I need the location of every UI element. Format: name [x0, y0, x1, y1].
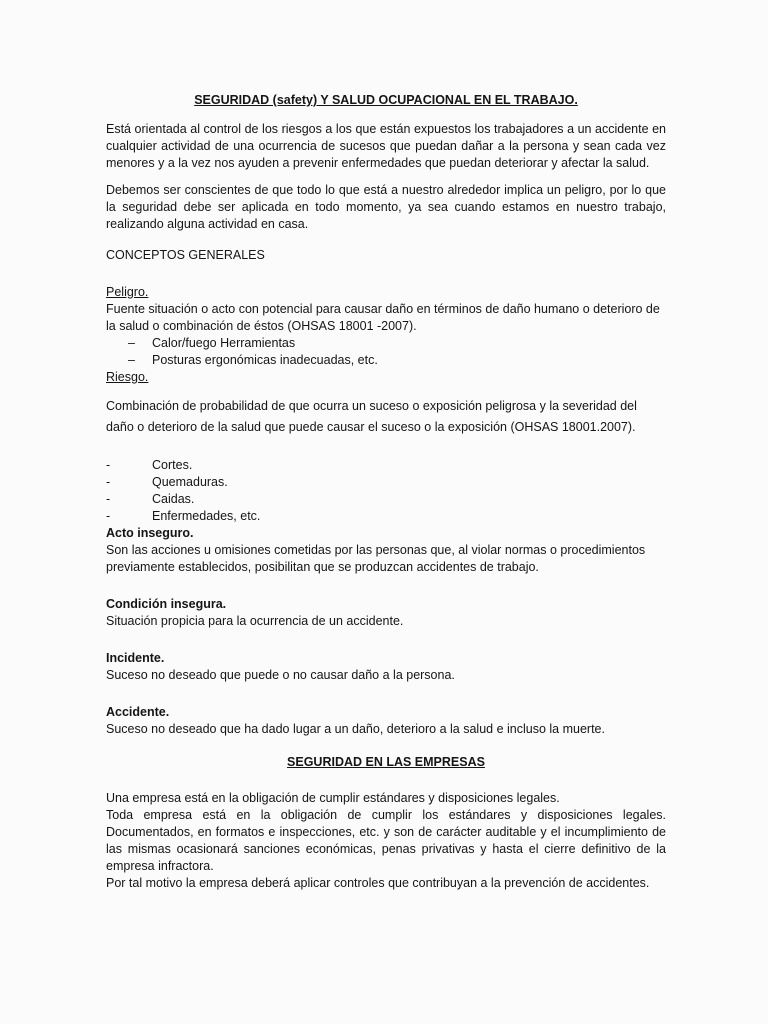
list-item	[106, 474, 666, 491]
riesgo-list	[106, 457, 666, 525]
riesgo-heading: Riesgo.	[106, 370, 149, 384]
hyphen-bullet: -	[106, 509, 111, 523]
dash-bullet: –	[128, 353, 135, 367]
list-item-text: Caidas.	[152, 492, 195, 506]
hyphen-bullet: -	[106, 458, 111, 472]
hyphen-bullet: -	[106, 475, 111, 489]
list-item	[106, 508, 666, 525]
empresas-line-2: Toda empresa está en la obligación de cumplir los estándares y disposiciones legales. Documentados, en formatos e inspecciones, etc. y son de carácter auditable y el incumplimiento de las mismas ocasionará sanciones económicas, penas privativas y hasta el cierre definitivo de la empresa infractora.	[106, 808, 666, 873]
list-item-text: Posturas ergonómicas inadecuadas, etc.	[152, 353, 378, 367]
acto-inseguro-heading: Acto inseguro.	[106, 526, 194, 540]
intro-paragraph-2: Debemos ser conscientes de que todo lo que está a nuestro alrededor implica un peligro, por lo que la seguridad debe ser aplicada en todo momento, ya sea cuando estamos en nuestro trabajo, realizando alguna actividad en casa.	[106, 183, 666, 231]
page-title: SEGURIDAD (safety) Y SALUD OCUPACIONAL EN EL TRABAJO.	[194, 93, 578, 107]
dash-bullet: –	[128, 336, 135, 350]
condicion-insegura-heading: Condición insegura.	[106, 597, 227, 611]
list-item-text: Cortes.	[152, 458, 193, 472]
empresas-heading: SEGURIDAD EN LAS EMPRESAS	[287, 755, 485, 769]
incidente-heading: Incidente.	[106, 651, 165, 665]
empresas-line-3: Por tal motivo la empresa deberá aplicar controles que contribuyan a la prevención de accidentes.	[106, 876, 650, 890]
empresas-line-1: Una empresa está en la obligación de cumplir estándares y disposiciones legales.	[106, 791, 560, 805]
accidente-heading: Accidente.	[106, 705, 170, 719]
list-item	[106, 491, 666, 508]
intro-paragraph-1: Está orientada al control de los riesgos a los que están expuestos los trabajadores a un accidente en cualquier actividad de una ocurrencia de sucesos que puedan dañar a la persona y sean cada vez menores y a la vez nos ayuden a prevenir enfermedades que puedan deteriorar y afectar la salud.	[106, 122, 666, 170]
condicion-insegura-definition: Situación propicia para la ocurrencia de un accidente.	[106, 614, 404, 628]
incidente-definition: Suceso no deseado que puede o no causar daño a la persona.	[106, 668, 455, 682]
riesgo-definition: Combinación de probabilidad de que ocurra un suceso o exposición peligrosa y la severidad del daño o deterioro de la salud que puede causar el suceso o la exposición (OHSAS 18001.2007).	[106, 399, 637, 434]
conceptos-heading: CONCEPTOS GENERALES	[106, 248, 265, 262]
acto-inseguro-definition: Son las acciones u omisiones cometidas por las personas que, al violar normas o procedimientos previamente establecidos, posibilitan que se produzcan accidentes de trabajo.	[106, 543, 646, 574]
peligro-list	[106, 335, 666, 369]
list-item	[128, 352, 666, 369]
peligro-heading: Peligro.	[106, 285, 149, 299]
list-item-text: Calor/fuego Herramientas	[152, 336, 296, 350]
list-item	[128, 335, 666, 352]
list-item	[106, 457, 666, 474]
list-item-text: Quemaduras.	[152, 475, 228, 489]
list-item-text: Enfermedades, etc.	[152, 509, 261, 523]
accidente-definition: Suceso no deseado que ha dado lugar a un daño, deterioro a la salud e incluso la muerte.	[106, 722, 605, 736]
peligro-definition: Fuente situación o acto con potencial para causar daño en términos de daño humano o deterioro de la salud o combinación de éstos (OHSAS 18001 -2007).	[106, 302, 660, 333]
hyphen-bullet: -	[106, 492, 111, 506]
